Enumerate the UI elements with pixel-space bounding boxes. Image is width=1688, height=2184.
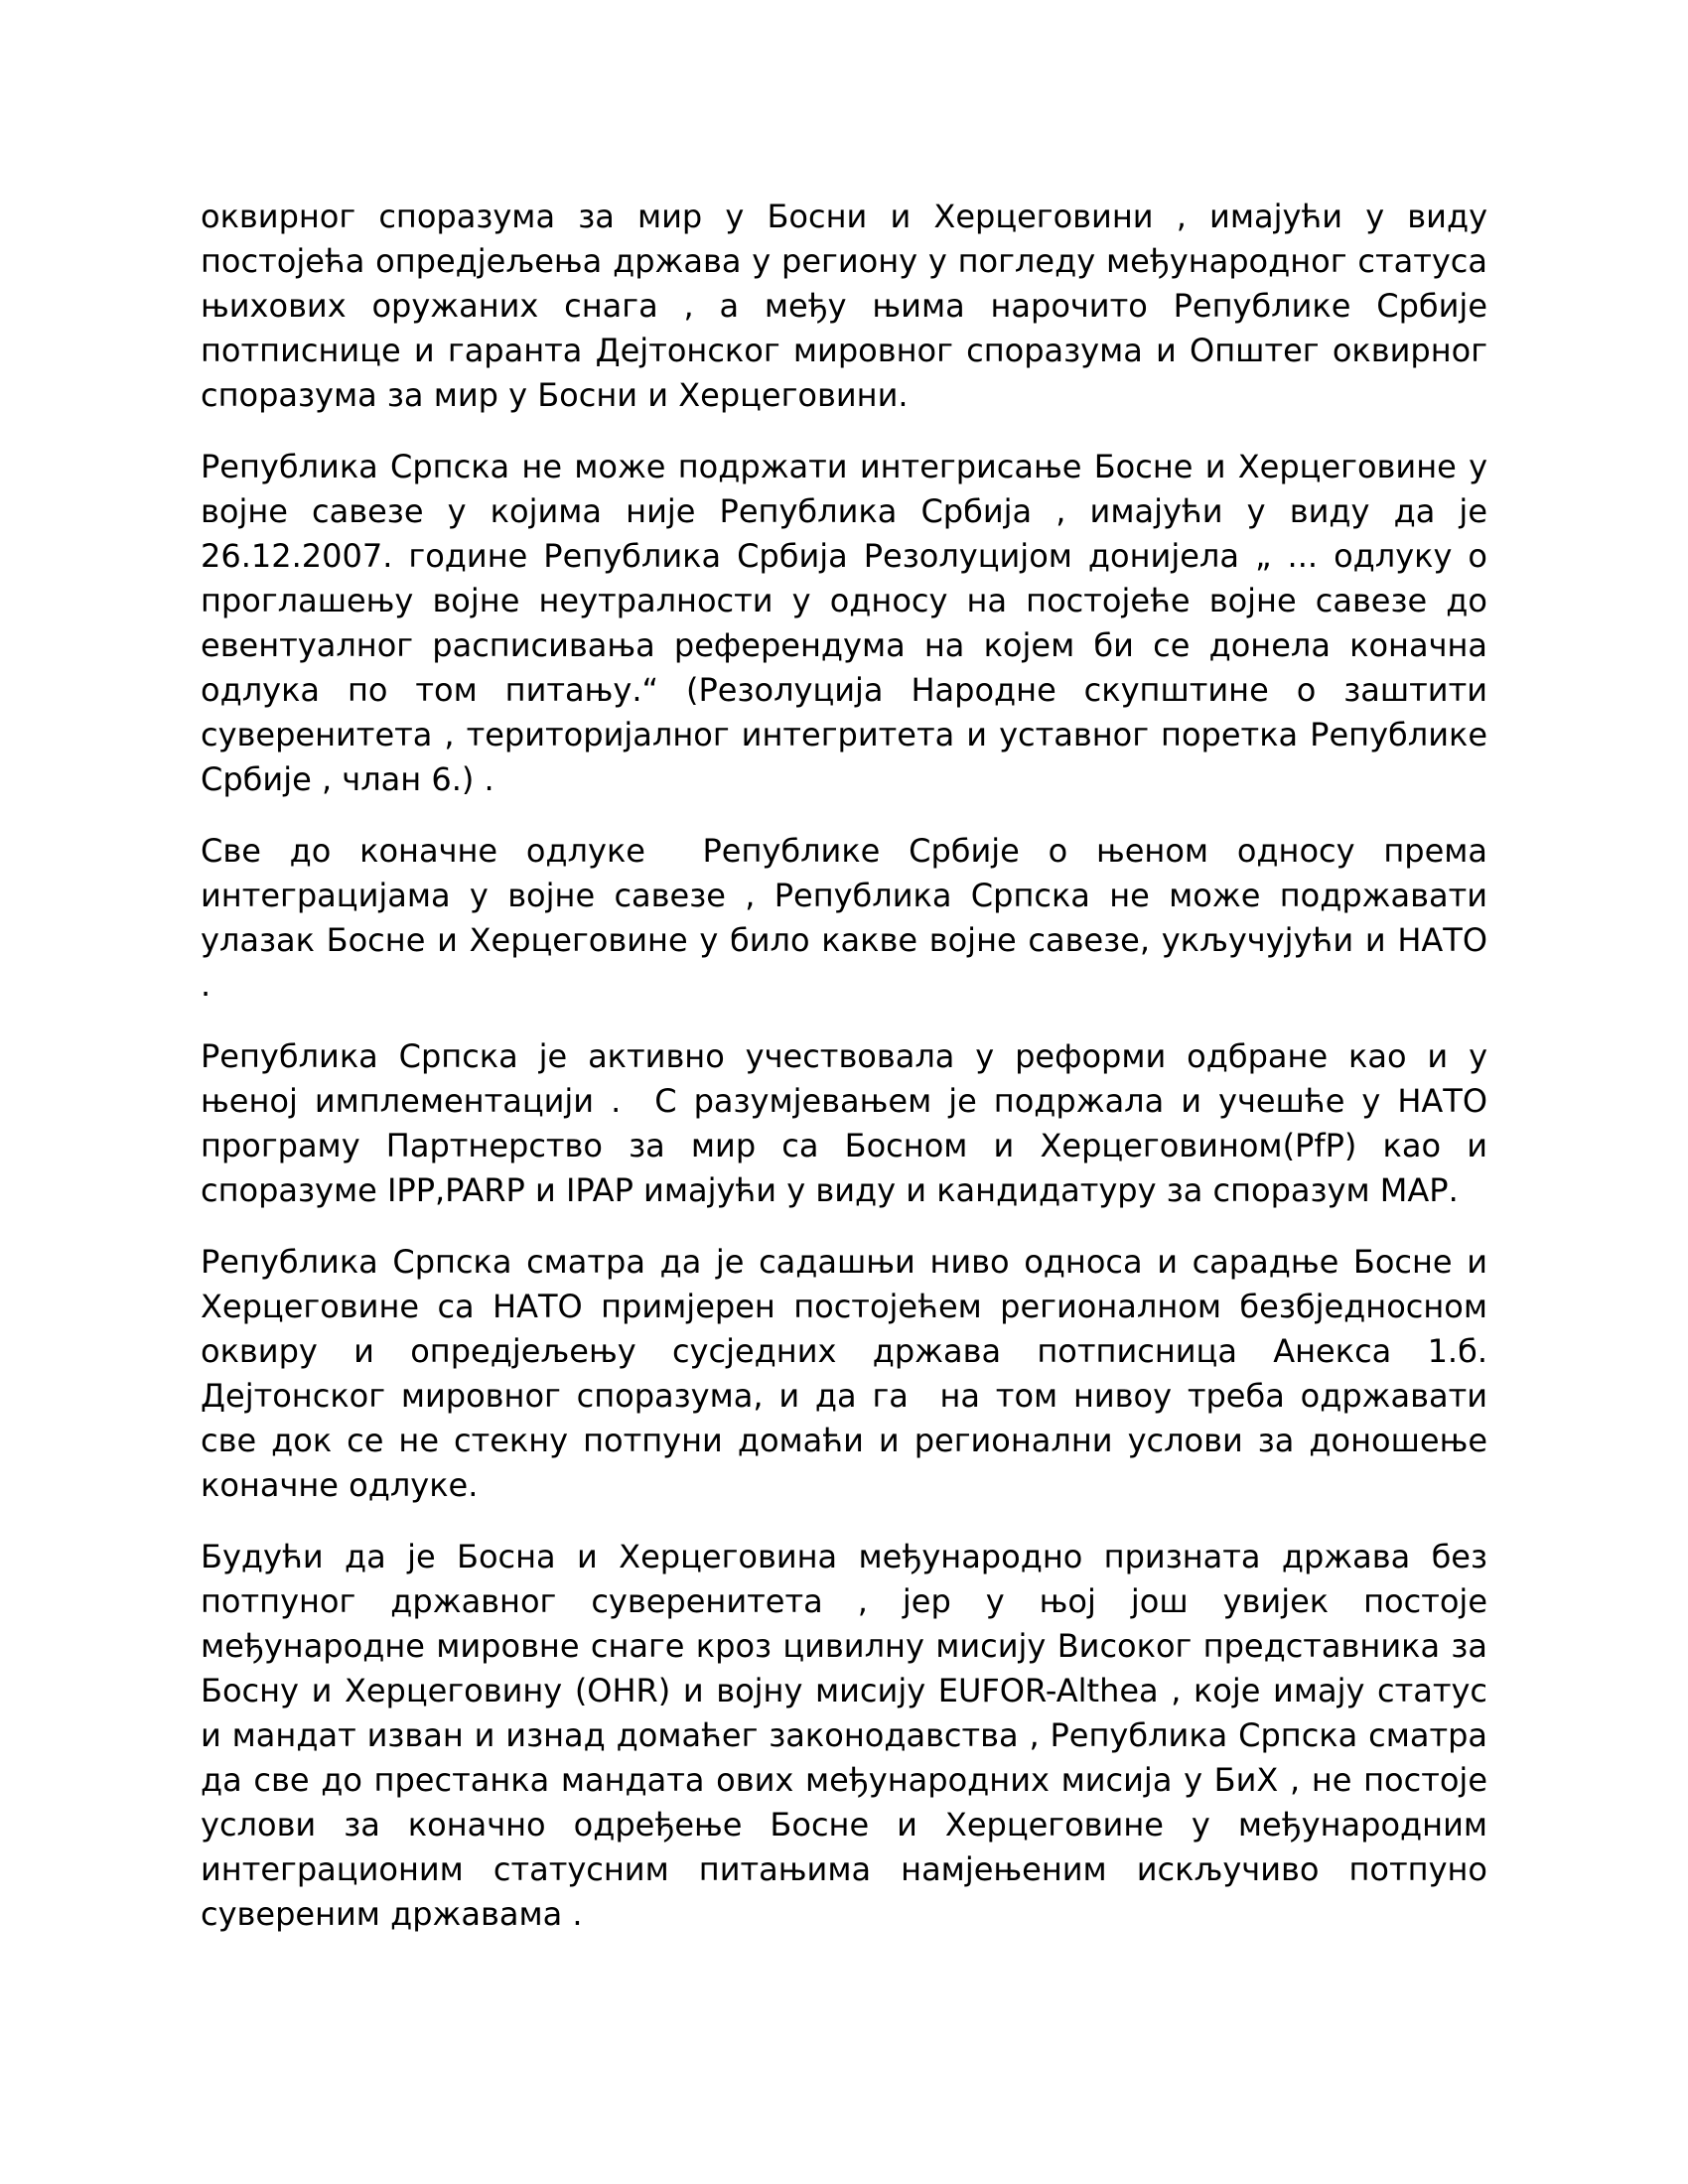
paragraph-3: Све до коначне одлуке Републике Србије о њеном односу према интеграцијама у војне савезе , Република Српска не може подржавати улазак Босне и Херцеговине у било какве војне савезе, укључујући и НАТО . (201, 832, 1498, 1004)
paragraph-6: Будући да је Босна и Херцеговина међународно призната држава без потпуног државног суверенитета , јер у њој још увијек постоје међународне мировне снаге кроз цивилну мисију Високог представника за Босну и Херцеговину (OHR) и војну мисију EUFOR-Althea , које имају статус и мандат изван и изнад домаћег законодавства , Република Српска сматра да све до престанка мандата ових међународних мисија у БиХ , не постоје услови за коначно одређење Босне и Херцеговине у међународним интеграционим статусним питањима намјењеним искључиво потпуно сувереним државама . (201, 1538, 1498, 1933)
paragraph-5: Република Српска сматра да је садашњи ниво односа и сарадње Босне и Херцеговине са НАТО примјерен постојећем регионалном безбједносном оквиру и опредјељењу сусједних држава потписница Анекса 1.б. Дејтонског мировног споразума, и да га на том нивоу треба одржавати све док се не стекну потпуни домаћи и регионални услови за доношење коначне одлуке. (201, 1243, 1498, 1504)
paragraph-2: Република Српска не може подржати интегрисање Босне и Херцеговине у војне савезе у којима није Република Србија , имајући у виду да је 26.12.2007. године Република Србија Резолуцијом донијела „ ... одлуку о проглашењу војне неутралности у односу на постојеће војне савезе до евентуалног расписивања референдума на којем би се донела коначна одлука по том питању.“ (Резолуција Народне скупштине о заштити суверенитета , територијалног интегритета и уставног поретка Републике Србије , члан 6.) . (201, 448, 1498, 798)
document-body (201, 195, 1498, 1964)
paragraph-1: оквирног споразума за мир у Босни и Херцеговини , имајући у виду постојећа опредјељења држава у региону у погледу међународног статуса њихових оружаних снага , а међу њима нарочито Републике Србије потписнице и гаранта Дејтонског мировног споразума и Општег оквирног споразума за мир у Босни и Херцеговини. (201, 198, 1498, 414)
paragraph-4: Република Српска је активно учествовала у реформи одбране као и у њеној имплементацији . С разумјевањем је подржала и учешће у НАТО програму Партнерство за мир са Босном и Херцеговином(PfP) као и споразуме IPP,PARP и IPAP имајући у виду и кандидатуру за споразум МАР. (201, 1037, 1498, 1209)
